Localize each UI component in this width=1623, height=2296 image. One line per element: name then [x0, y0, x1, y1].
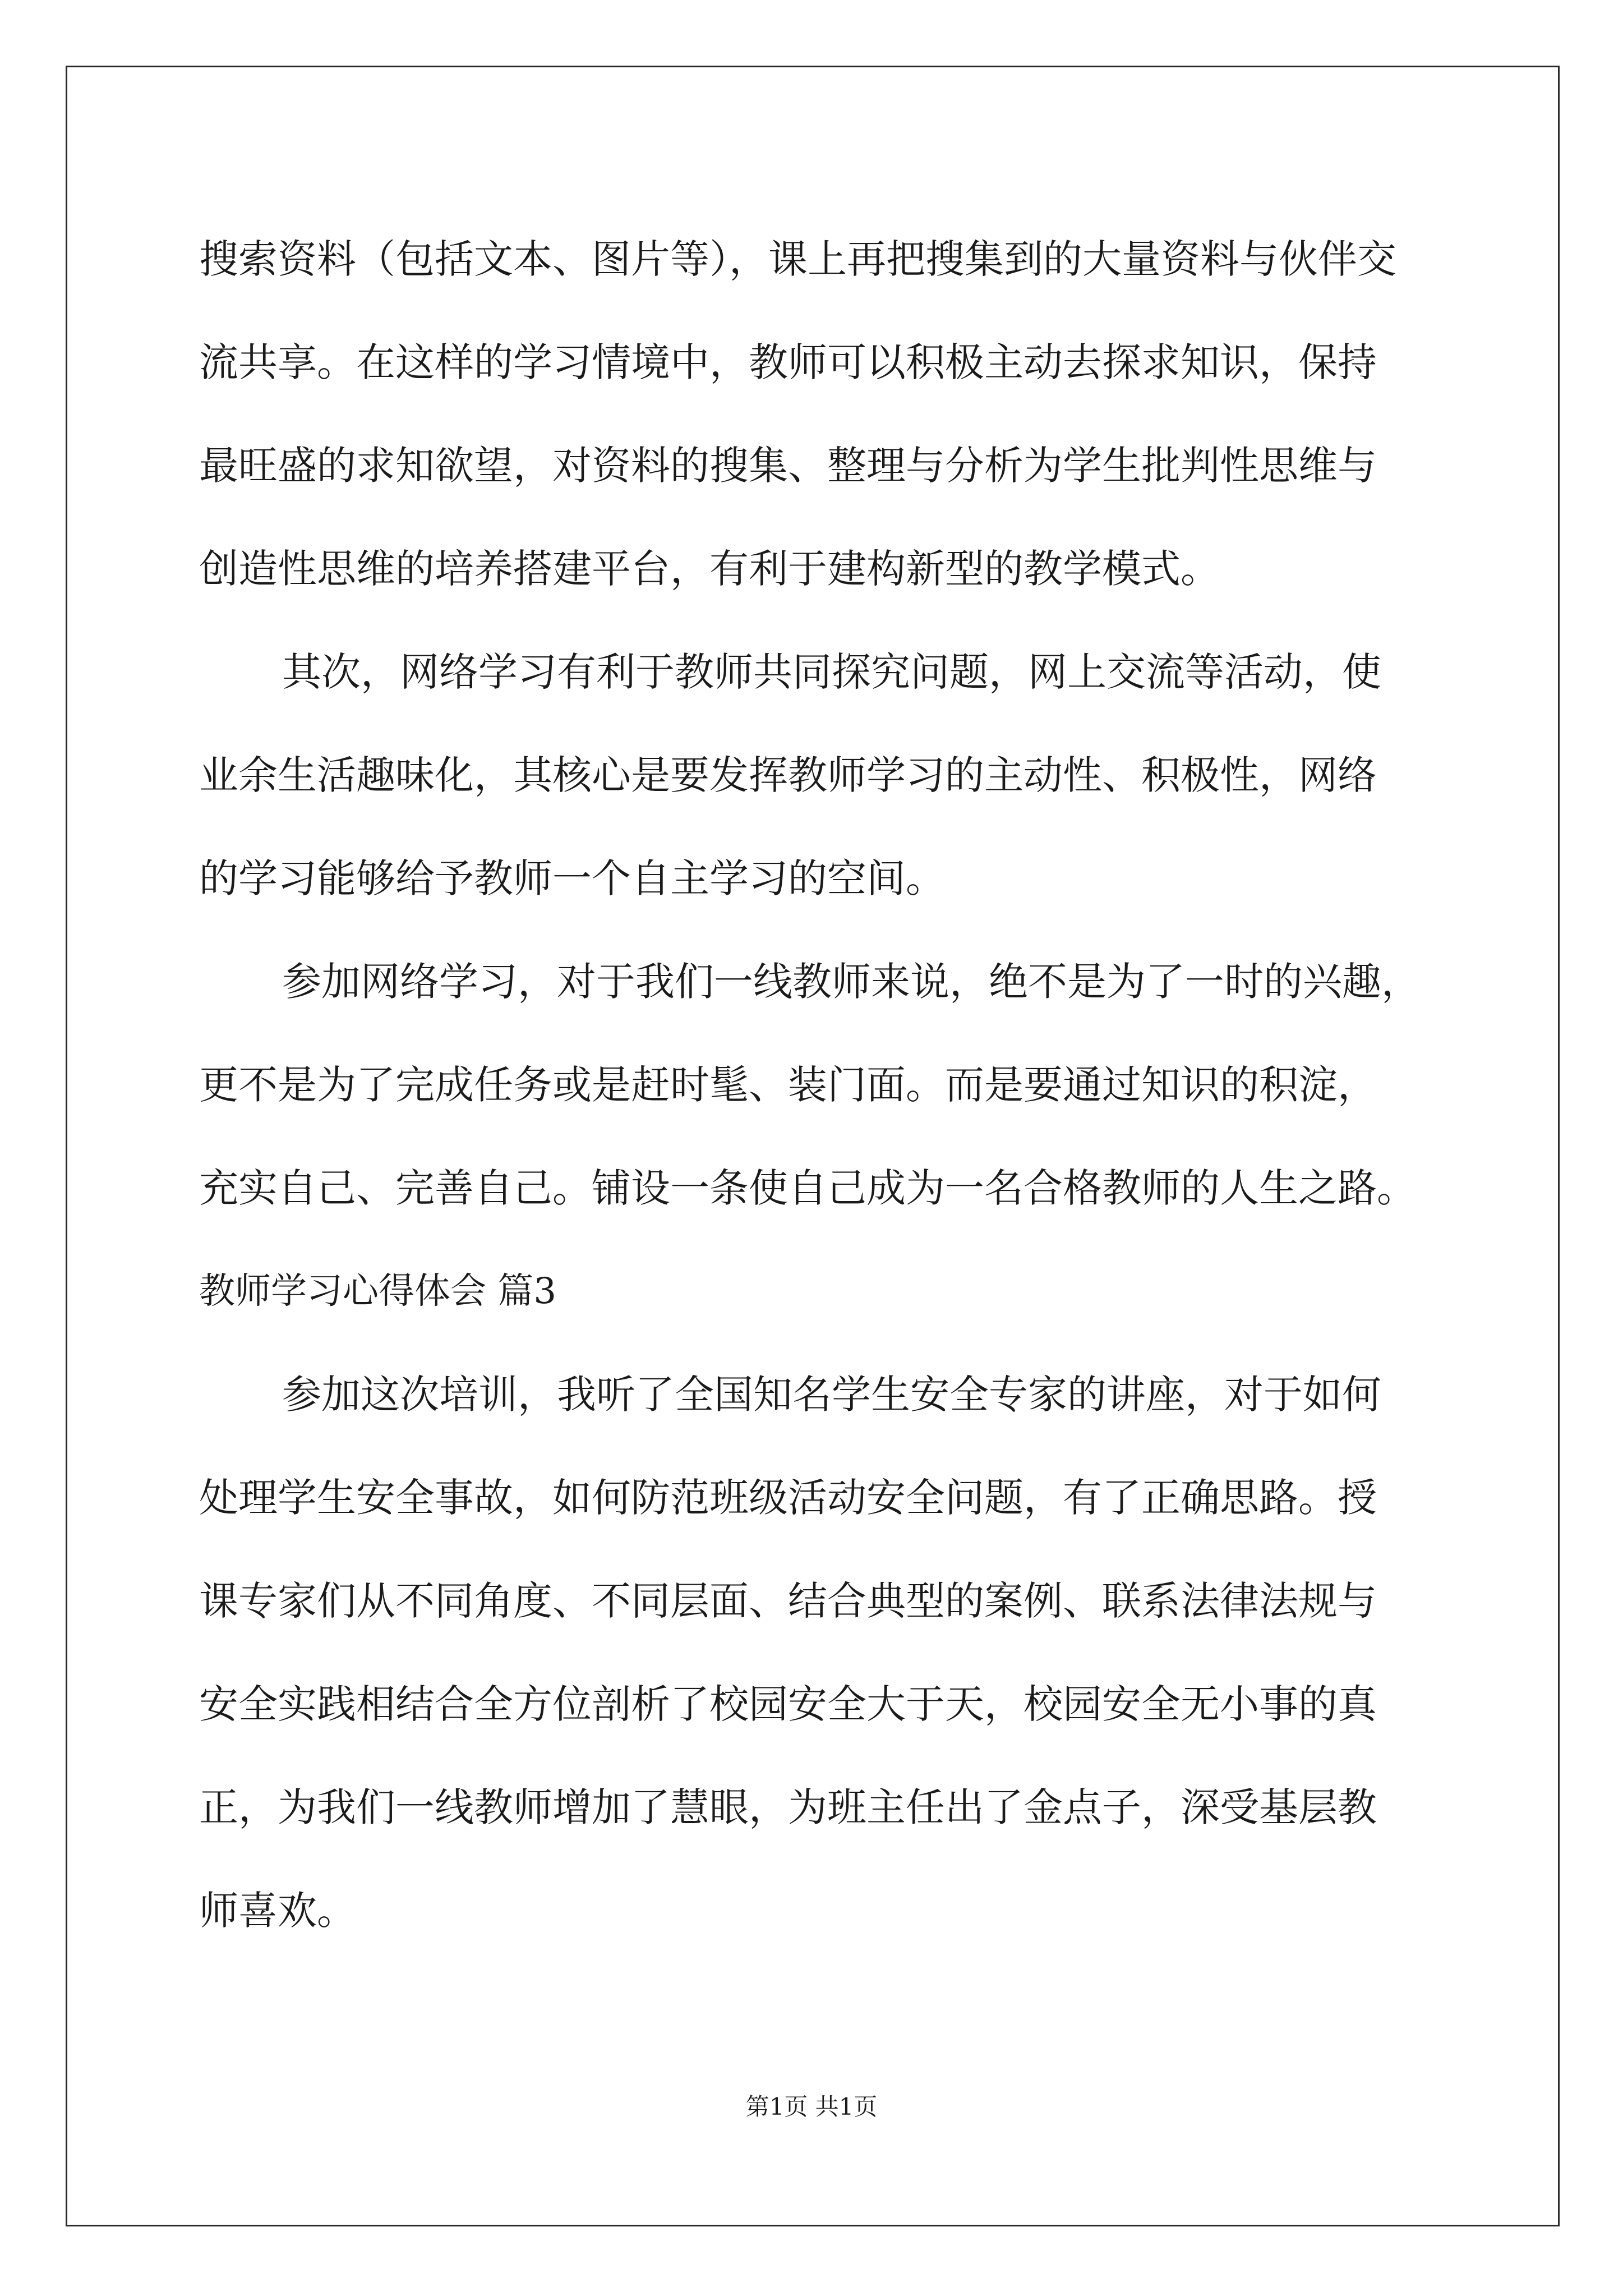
section-heading — [199, 1240, 1461, 1343]
text-line: 处理学生安全事故，如何防范班级活动安全问题，有了正确思路。授 — [199, 1475, 1377, 1521]
paragraph-4 — [199, 1343, 1461, 1962]
page-number: 第1页 共1页 — [745, 2093, 878, 2120]
text-line: 的学习能够给予教师一个自主学习的空间。 — [199, 855, 945, 901]
text-line: 参加网络学习，对于我们一线教师来说，绝不是为了一时的兴趣， — [282, 959, 1421, 1005]
document-body — [199, 208, 1461, 1962]
text-line: 师喜欢。 — [199, 1888, 356, 1934]
text-line: 正，为我们一线教师增加了慧眼，为班主任出了金点子，深受基层教 — [199, 1784, 1377, 1830]
text-line: 业余生活趣味化，其核心是要发挥教师学习的主动性、积极性，网络 — [199, 752, 1377, 798]
text-line: 参加这次培训，我听了全国知名学生安全专家的讲座，对于如何 — [282, 1372, 1381, 1418]
text-line: 流共享。在这样的学习情境中，教师可以积极主动去探求知识，保持 — [199, 339, 1377, 385]
text-line: 课专家们从不同角度、不同层面、结合典型的案例、联系法律法规与 — [199, 1578, 1377, 1624]
paragraph-1 — [199, 208, 1461, 620]
paragraph-2 — [199, 620, 1461, 930]
text-line: 更不是为了完成任务或是赶时髦、装门面。而是要通过知识的积淀， — [199, 1062, 1377, 1108]
text-line: 安全实践相结合全方位剖析了校园安全大于天，校园安全无小事的真 — [199, 1681, 1377, 1727]
text-line: 其次，网络学习有利于教师共同探究问题，网上交流等活动，使 — [282, 649, 1381, 695]
section-heading-text: 教师学习心得体会 篇3 — [199, 1271, 557, 1312]
page-footer — [0, 2090, 1623, 2124]
text-line: 搜索资料（包括文本、图片等），课上再把搜集到的大量资料与伙伴交 — [199, 236, 1396, 282]
text-line: 充实自己、完善自己。铺设一条使自己成为一名合格教师的人生之路。 — [199, 1165, 1416, 1211]
text-line: 创造性思维的培养搭建平台，有利于建构新型的教学模式。 — [199, 546, 1220, 592]
text-line: 最旺盛的求知欲望，对资料的搜集、整理与分析为学生批判性思维与 — [199, 443, 1377, 489]
paragraph-3 — [199, 930, 1461, 1240]
